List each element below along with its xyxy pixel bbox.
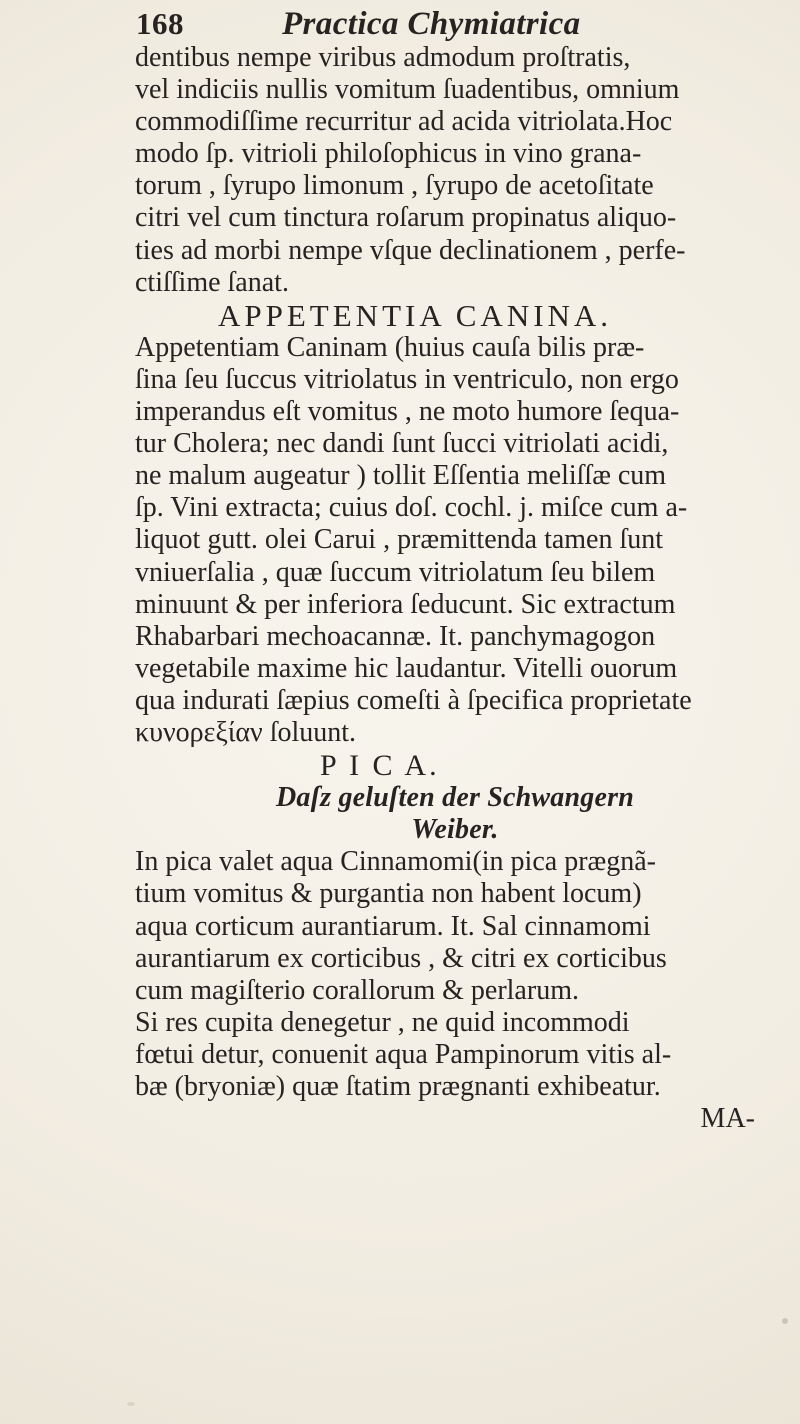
text-line: vniuerſalia , quæ ſuccum vitriolatum ſeu bilem bbox=[135, 556, 656, 588]
text-line: Si res cupita denegetur , ne quid incommodi bbox=[135, 1006, 630, 1038]
text-line: modo ſp. vitrioli philoſophicus in vino grana- bbox=[135, 138, 642, 170]
text-line: ſina ſeu ſuccus vitriolatus in ventriculo, non ergo bbox=[135, 363, 679, 395]
text-line: tium vomitus & purgantia non habent locum) bbox=[135, 878, 642, 910]
text-line: bæ (bryoniæ) quæ ſtatim prægnanti exhibeatur. bbox=[135, 1071, 661, 1102]
text-line: Rhabarbari mechoacannæ. It. panchymagogon bbox=[135, 620, 656, 652]
section-heading-pica: P I C A. bbox=[320, 749, 440, 783]
page-body bbox=[135, 42, 775, 1135]
page-header bbox=[112, 6, 702, 40]
text-line: aqua corticum aurantiarum. It. Sal cinnamomi bbox=[135, 910, 651, 942]
german-subheading: Weiber. bbox=[411, 814, 499, 846]
text-line: fœtui detur, conuenit aqua Pampinorum vitis al- bbox=[135, 1038, 672, 1070]
catchword: MA- bbox=[700, 1103, 755, 1135]
text-line: ctiſſime ſanat. bbox=[135, 266, 289, 298]
text-line: cum magiſterio corallorum & perlarum. bbox=[135, 974, 579, 1006]
section-heading-appetentia-canina: APPETENTIA CANINA. bbox=[218, 297, 613, 333]
text-line: qua indurati ſæpius comeſti à ſpecifica proprietate bbox=[135, 684, 692, 716]
text-line: torum , ſyrupo limonum , ſyrupo de acetoſitate bbox=[135, 170, 654, 202]
text-line: dentibus nempe viribus admodum proſtratis, bbox=[135, 42, 631, 73]
text-line: ties ad morbi nempe vſque declinationem , perfe- bbox=[135, 234, 686, 266]
ink-spot bbox=[782, 1318, 788, 1324]
text-line: tur Cholera; nec dandi ſunt ſucci vitriolati acidi, bbox=[135, 428, 669, 460]
text-line: vel indiciis nullis vomitum ſuadentibus, omnium bbox=[135, 74, 680, 106]
german-subheading: Daſz geluſten der Schwangern bbox=[276, 782, 634, 814]
ink-spot bbox=[127, 1402, 135, 1406]
text-line: imperandus eſt vomitus , ne moto humore ſequa- bbox=[135, 396, 680, 428]
text-line: κυνορεξίαν ſoluunt. bbox=[135, 716, 357, 748]
page-number: 168 bbox=[136, 6, 184, 41]
running-title: Practica Chymiatrica bbox=[282, 6, 581, 42]
text-line: citri vel cum tinctura roſarum propinatus aliquo- bbox=[135, 202, 677, 234]
text-line: Appetentiam Caninam (huius cauſa bilis præ- bbox=[135, 331, 645, 363]
text-line: ſp. Vini extracta; cuius doſ. cochl. j. miſce cum a- bbox=[135, 492, 688, 524]
text-line: vegetabile maxime hic laudantur. Vitelli ouorum bbox=[135, 652, 678, 684]
text-line: minuunt & per inferiora ſeducunt. Sic extractum bbox=[135, 588, 676, 620]
text-line: ne malum augeatur ) tollit Eſſentia meliſſæ cum bbox=[135, 460, 667, 492]
text-line: commodiſſime recurritur ad acida vitriolata.Hoc bbox=[135, 106, 673, 138]
text-line: In pica valet aqua Cinnamomi(in pica prægnã- bbox=[135, 846, 656, 878]
text-line: aurantiarum ex corticibus , & citri ex corticibus bbox=[135, 942, 667, 974]
text-line: liquot gutt. olei Carui , præmittenda tamen ſunt bbox=[135, 524, 664, 556]
